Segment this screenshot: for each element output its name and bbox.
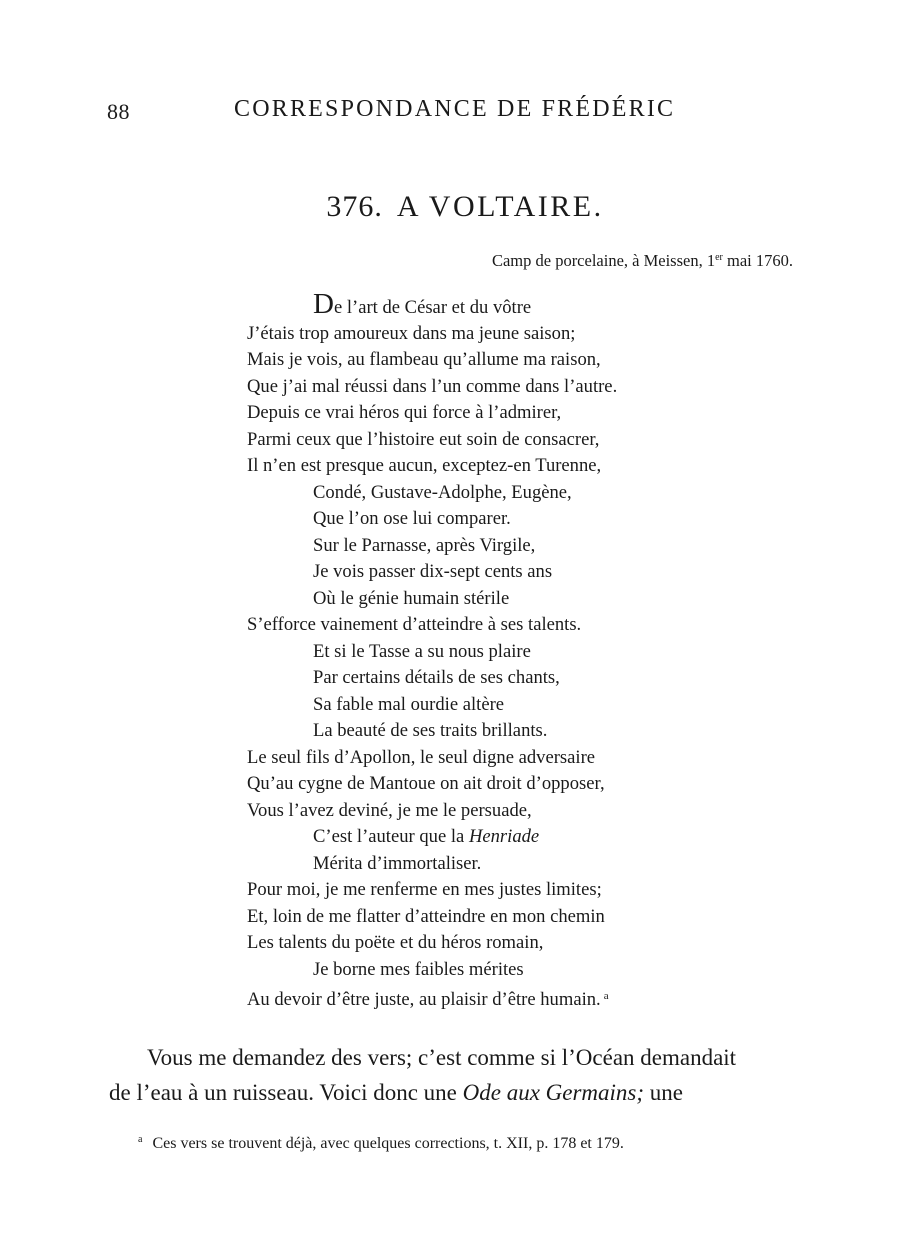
body-line-2	[109, 1075, 832, 1110]
body-line-2-start: de l’eau à un ruisseau. Voici donc une	[109, 1080, 463, 1105]
poem-line	[247, 930, 617, 957]
poem-line-text: Depuis ce vrai héros qui force à l’admirer,	[247, 402, 562, 423]
poem-line	[247, 453, 617, 480]
poem-line-text: C’est l’auteur que la	[313, 826, 469, 847]
poem-line	[247, 533, 617, 560]
letter-number: 376.	[326, 190, 383, 223]
poem-italic-title: Henriade	[468, 826, 540, 847]
poem-line-text: Et si le Tasse a su nous plaire	[313, 640, 531, 662]
poem-line-text: Je vois passer dix-sept cents ans	[313, 561, 553, 582]
poem-line	[247, 586, 617, 613]
dateline-place: Camp de porcelaine, à Meissen, 1	[491, 251, 716, 270]
poem-line	[247, 639, 617, 666]
poem-line-text: Les talents du poëte et du héros romain,	[247, 932, 544, 953]
running-title: CORRESPONDANCE DE FRÉDÉRIC	[234, 96, 676, 122]
poem-line	[247, 798, 617, 825]
dateline-date: mai 1760.	[722, 251, 793, 270]
poem-line	[247, 347, 617, 374]
body-line-2-end: une	[644, 1080, 684, 1105]
body-line-1: Vous me demandez des vers; c’est comme si l’Océan demandait	[147, 1045, 737, 1070]
poem-line-text: La beauté de ses traits brillants.	[313, 720, 548, 741]
drop-cap: D	[313, 288, 334, 320]
ode-title: Ode aux Germains;	[462, 1080, 645, 1105]
poem-line	[247, 612, 617, 639]
poem-line-text: Je borne mes faibles mérites	[313, 958, 524, 980]
poem-line	[247, 904, 617, 931]
poem-line-text: Par certains détails de ses chants,	[313, 667, 560, 688]
poem-line-text: Et, loin de me flatter d’atteindre en mon chemin	[247, 905, 605, 927]
footnote	[138, 1134, 624, 1153]
poem	[247, 288, 618, 1010]
poem-line	[247, 480, 617, 507]
poem-line	[247, 321, 617, 348]
page-number: 88	[107, 99, 130, 124]
poem-line-text: S’efforce vainement d’atteindre à ses talents.	[247, 614, 582, 635]
poem-line-text: J’étais trop amoureux dans ma jeune saison;	[247, 322, 576, 344]
poem-line	[247, 692, 617, 719]
footnote-mark: a	[138, 1134, 143, 1145]
poem-line	[247, 665, 617, 692]
poem-line	[247, 559, 617, 586]
poem-first-line	[247, 288, 617, 321]
footnote-text: Ces vers se trouvent déjà, avec quelques corrections, t. XII, p. 178 et 179.	[152, 1135, 624, 1152]
poem-line-text: Sa fable mal ourdie altère	[313, 693, 505, 715]
poem-line-text: Mérita d’immortaliser.	[313, 852, 482, 874]
poem-line-text: Parmi ceux que l’histoire eut soin de consacrer,	[247, 428, 600, 450]
poem-line-text: Au devoir d’être juste, au plaisir d’être humain.	[247, 989, 601, 1010]
poem-line	[247, 771, 617, 798]
dateline	[492, 251, 793, 271]
letter-body	[109, 1040, 832, 1110]
poem-line	[247, 506, 617, 533]
footnote-reference: a	[603, 990, 609, 1002]
poem-line-text: Sur le Parnasse, après Virgile,	[313, 534, 536, 556]
poem-line	[247, 374, 617, 401]
poem-line	[247, 400, 617, 427]
poem-line-text: Le seul fils d’Apollon, le seul digne adversaire	[247, 746, 596, 768]
poem-line-text: Que l’on ose lui comparer.	[313, 508, 511, 529]
poem-line	[247, 427, 617, 454]
poem-line	[247, 957, 617, 984]
poem-line	[247, 851, 617, 878]
poem-line-text: Où le génie humain stérile	[313, 587, 510, 609]
poem-line-text: Mais je vois, au flambeau qu’allume ma raison,	[247, 349, 601, 370]
poem-line	[247, 983, 617, 1010]
poem-line-text: Qu’au cygne de Mantoue on ait droit d’opposer,	[247, 773, 605, 794]
poem-line	[247, 877, 617, 904]
letter-heading	[0, 190, 900, 224]
poem-line-text: Condé, Gustave-Adolphe, Eugène,	[313, 481, 572, 503]
dateline-superscript: er	[715, 252, 723, 263]
poem-line-text: Que j’ai mal réussi dans l’un comme dans l’autre.	[247, 375, 618, 397]
poem-first-line-text: e l’art de César et du vôtre	[333, 297, 532, 318]
poem-line-text: Il n’en est presque aucun, exceptez-en Turenne,	[247, 455, 602, 476]
poem-line-text: Vous l’avez deviné, je me le persuade,	[247, 799, 532, 821]
poem-line-text: Pour moi, je me renferme en mes justes limites;	[247, 879, 602, 900]
poem-line	[247, 824, 617, 851]
letter-title: A VOLTAIRE.	[396, 190, 604, 223]
poem-line	[247, 745, 617, 772]
poem-line	[247, 718, 617, 745]
